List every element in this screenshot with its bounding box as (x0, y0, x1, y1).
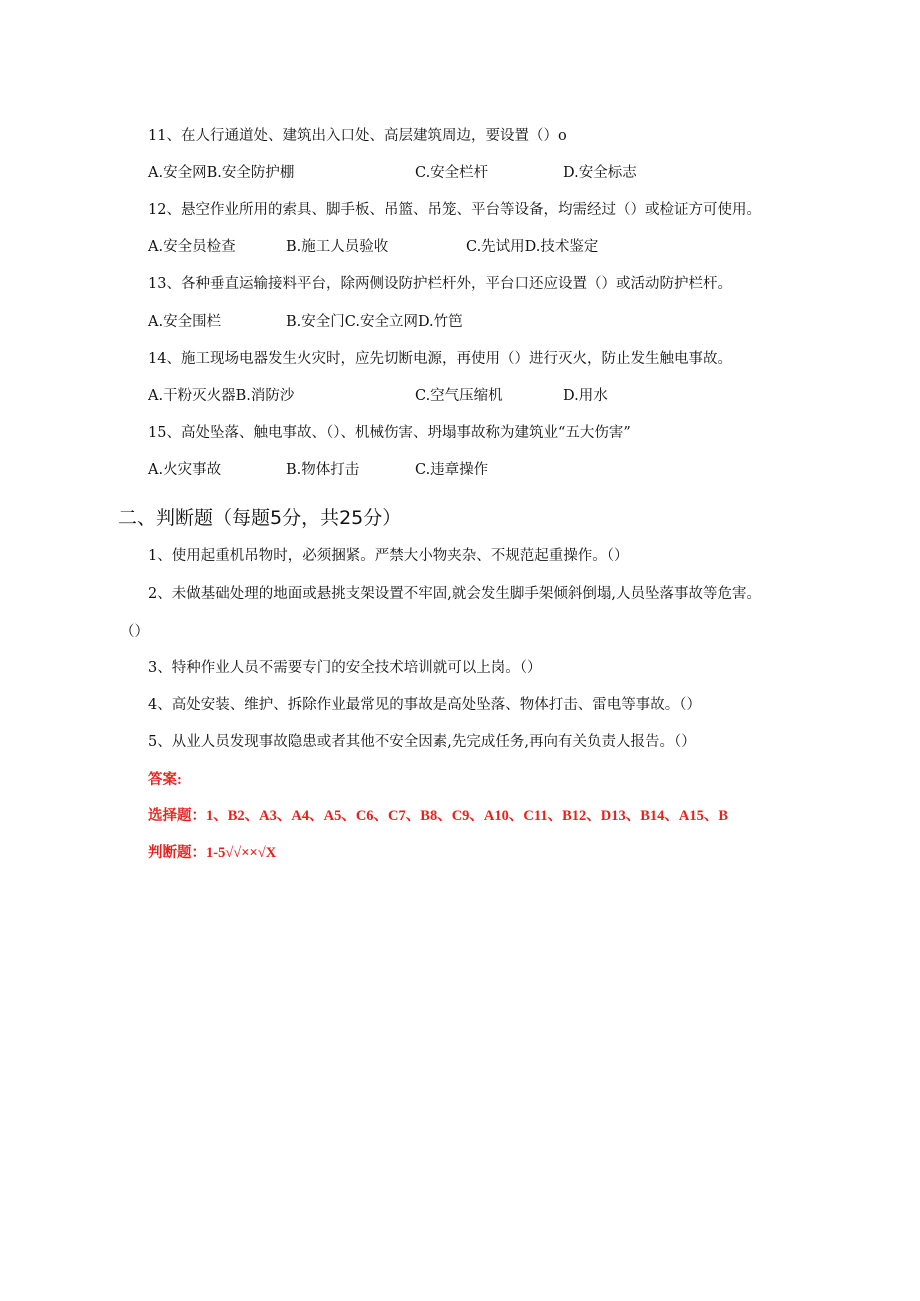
judge-item-4: 4、高处安装、维护、拆除作业最常见的事故是高处坠落、物体打击、雷电等事故。（） (148, 697, 701, 713)
option: A.火灾事故 (148, 462, 222, 478)
option: D.安全标志 (563, 165, 637, 181)
question-13: 13、各种垂直运输接料平台，除两侧设防护栏杆外，平台口还应设置（）或活动防护栏杆。 (148, 276, 732, 292)
judge-item-1: 1、使用起重机吊物时，必须捆紧。严禁大小物夹杂、不规范起重操作。（） (148, 548, 629, 564)
question-12: 12、悬空作业所用的索具、脚手板、吊篮、吊笼、平台等设备，均需经过（）或检证方可使用。 (148, 202, 761, 218)
answer-choice: 选择题：1、B2、A3、A4、A5、C6、C7、B8、C9、A10、C11、B12、D13、B14、A15、B (148, 808, 729, 824)
options-12 (148, 237, 848, 257)
option: B.安全门C.安全立网D.竹笆 (286, 314, 463, 330)
question-11: 11、在人行通道处、建筑出入口处、高层建筑周边，要设置（）o (148, 128, 567, 144)
answer-judge: 判断题：1-5√√××√X (148, 845, 277, 861)
option: A.干粉灭火器B.消防沙 (148, 388, 295, 404)
section-heading: 二、判断题（每题5分，共25分） (118, 507, 402, 529)
options-11 (148, 163, 848, 183)
option: A.安全员检查 (148, 239, 236, 255)
judge-item-3: 3、特种作业人员不需要专门的安全技术培训就可以上岗。（） (148, 660, 542, 676)
option: C.安全栏杆 (415, 165, 489, 181)
question-14: 14、施工现场电器发生火灾时，应先切断电源，再使用（）进行灭火，防止发生触电事故。 (148, 351, 732, 367)
judge-item-2-bracket: （） (120, 624, 149, 640)
judge-item-5: 5、从业人员发现事故隐患或者其他不安全因素,先完成任务,再向有关负责人报告。（） (148, 734, 696, 750)
option: C.空气压缩机 (415, 388, 503, 404)
option: B.物体打击 (286, 462, 360, 478)
options-14 (148, 386, 848, 406)
answer-label: 答案: (148, 772, 182, 788)
options-15 (148, 460, 848, 480)
option: D.用水 (563, 388, 608, 404)
option: A.安全网B.安全防护棚 (148, 165, 295, 181)
option: C.违章操作 (415, 462, 489, 478)
options-13 (148, 312, 848, 332)
option: A.安全围栏 (148, 314, 222, 330)
option: C.先试用D.技术鉴定 (466, 239, 599, 255)
judge-item-2: 2、未做基础处理的地面或悬挑支架设置不牢固,就会发生脚手架倾斜倒塌,人员坠落事故等危害。 (148, 586, 761, 602)
option: B.施工人员验收 (286, 239, 389, 255)
question-15: 15、高处坠落、触电事故、（）、机械伤害、坍塌事故称为建筑业“五大伤害” (148, 425, 631, 441)
